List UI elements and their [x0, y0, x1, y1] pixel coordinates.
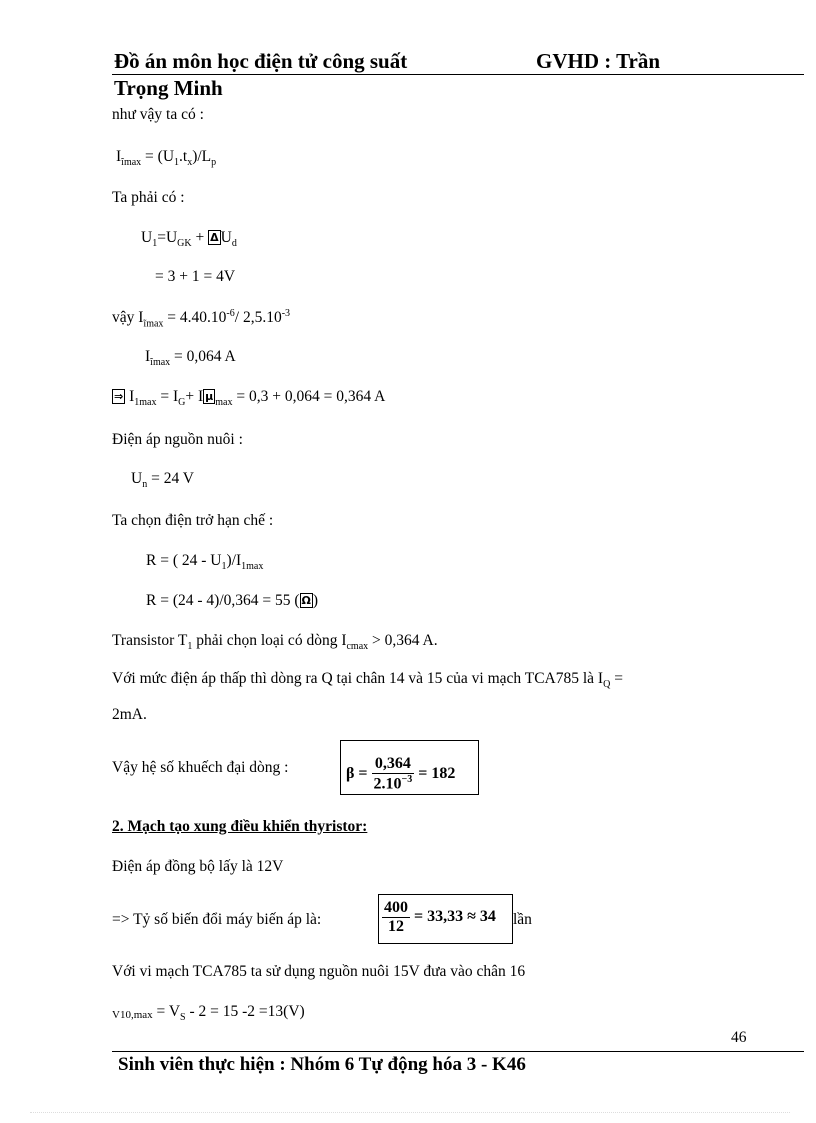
beta-formula-box: β = $\frac{0,364}{2.10^{-3}}$ = 182 [340, 740, 479, 795]
formula-r: R = ( $24 - U_1)/I_{1max}$ [146, 552, 264, 573]
line-transistor: Transistor $T_1$ phải chọn loại có dòng $I_{cmax} > 0,364$ A. [112, 632, 438, 653]
line-he-so: Vậy hệ số khuếch đại dòng : [112, 759, 289, 776]
line-ta-chon: Ta chọn điện trở hạn chế : [112, 512, 274, 529]
line-ta-phai-co: Ta phải có : [112, 189, 185, 206]
page-number: 46 [731, 1029, 747, 1046]
ratio-unit: lần [513, 911, 532, 928]
line-2ma: 2mA. [112, 706, 147, 723]
formula-un: $U_n = 24$ V [131, 470, 194, 491]
footer-text: Sinh viên thực hiện : Nhóm 6 Tự động hóa 3 - K46 [118, 1054, 526, 1075]
mu-symbol: μ [205, 390, 214, 403]
ratio-formula-box: $\frac{400}{12}$ = 33,33 ≈ 34 [378, 894, 513, 944]
beta-fraction: $\frac{0,364}{2.10^{-3}}$ [373, 755, 413, 793]
header-continuation: Trọng Minh [114, 76, 223, 100]
header-left: Đồ án môn học điện tử công suất [114, 49, 408, 73]
line-ty-so: => Tỷ số biến đổi máy biến áp là: [112, 911, 322, 928]
formula-ixmax-calc: vậy $I_{ĩmax} = 4.40.10^{-6}/$ $2,5.10^{-3}$ [112, 308, 291, 330]
header-right: GVHD : Trần [536, 49, 661, 73]
formula-i1max: ⇒ $I_{1max} = I_G+ I$ μ $_{max}$ = 0,3 + 0,064 = 0,364 A [114, 388, 386, 409]
formula-ixmax: $I_{ĩmax} = (U_1.t_x)/L_p$ [116, 148, 217, 169]
footer-rule [112, 1051, 804, 1052]
formula-v10max: $_{V10,max} = V_S - 2 = 15$ -2 =13(V) [112, 1003, 305, 1024]
formula-u1: $U_1=U_{GK} + \Delta$ $U_d$ [141, 229, 237, 250]
line-dien-ap-nguon: Điện áp nguồn nuôi : [112, 431, 243, 448]
formula-u1-value: = 3 + 1 = 4V [155, 268, 236, 285]
formula-ixmax-value: $I_{ĩmax} = 0,064$ A [145, 348, 236, 369]
line-dien-ap-dong-bo: Điện áp đồng bộ lấy là 12V [112, 858, 284, 875]
header-rule [112, 74, 804, 75]
delta-symbol: Δ [210, 231, 219, 244]
line-tca785: Với vi mạch TCA785 ta sử dụng nguồn nuôi 15V đưa vào chân 16 [112, 963, 526, 980]
section-heading: 2. Mạch tạo xung điều khiển thyristor: [112, 818, 368, 835]
ohm-symbol: Ω [301, 594, 311, 607]
line-nhu-vay: như vậy ta có : [112, 106, 204, 123]
formula-r-value: R = (24 - 4)/0,364 = 55 ( Ω ) [146, 592, 319, 609]
implies-symbol: ⇒ [114, 390, 124, 403]
ratio-fraction: $\frac{400}{12}$ [384, 899, 408, 935]
line-voi-muc: Với mức điện áp thấp thì dòng ra Q tại chân 14 và 15 của vi mạch TCA785 là $I_Q$ = [112, 670, 623, 691]
page-edge-dotted [30, 1112, 790, 1113]
